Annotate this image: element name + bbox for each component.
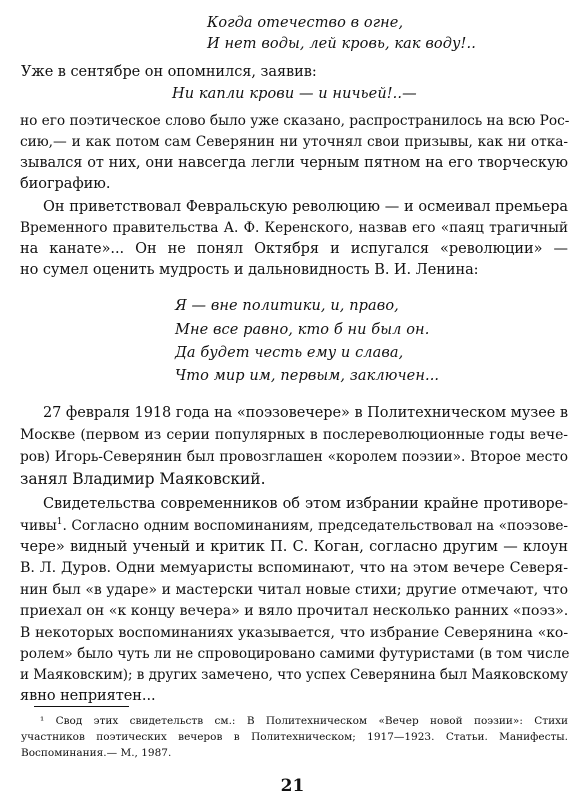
epigraph-line: И нет воды, лей кровь, как воду!.. (207, 36, 476, 52)
quote-line: Ни капли крови — и ничьей!..— (172, 86, 417, 102)
footnote-line: Воспоминания.— М., 1987. (21, 747, 172, 759)
poem-line: Что мир им, первым, заключен... (175, 368, 440, 384)
paragraph-text: . Согласно одним воспоминаниям, председательствовал на «поэзове- (62, 518, 568, 534)
footnote-divider (34, 706, 129, 707)
intro-line: Уже в сентябре он опомнился, заявив: (21, 64, 317, 80)
paragraph-line: явно неприятен... (20, 688, 156, 704)
paragraph-line: Временного правительства А. Ф. Керенского, назвав его «паяц трагичный (20, 220, 568, 236)
paragraph-line: В некоторых воспоминаниях указывается, что избрание Северянина «ко- (20, 625, 568, 641)
paragraph-line: приехал он «к концу вечера» и вяло прочитал несколько ранних «поэз». (20, 603, 569, 619)
poem-line: Я — вне политики, и, право, (175, 298, 399, 314)
paragraph-line: 27 февраля 1918 года на «поэзовечере» в Политехническом музее в (43, 405, 568, 421)
paragraph-line: но сумел оценить мудрость и дальновидность В. И. Ленина: (20, 262, 479, 278)
paragraph-line: на канате»... Он не понял Октября и испугался «революции» — (20, 241, 568, 257)
paragraph-line: биографию. (20, 176, 111, 192)
paragraph-line: В. Л. Дуров. Одни мемуаристы вспоминают, что на этом вечере Северя- (20, 560, 568, 576)
paragraph-line: чере» видный ученый и критик П. С. Коган, согласно другим — клоун (20, 539, 568, 555)
footnote-reference[interactable]: 1 (56, 517, 63, 527)
paragraph-line: зывался от них, они навсегда легли черным пятном на его творческую (20, 155, 568, 171)
page-number: 21 (280, 776, 305, 796)
poem-line: Мне все равно, кто б ни был он. (175, 322, 430, 338)
paragraph-line: ров) Игорь-Северянин был провозглашен «королем поэзии». Второе место (20, 449, 568, 465)
poem-line: Да будет честь ему и слава, (175, 345, 404, 361)
paragraph-line: Он приветствовал Февральскую революцию — и осмеивал премьера (43, 199, 568, 215)
paragraph-line (20, 516, 568, 537)
epigraph-line: Когда отечество в огне, (207, 15, 404, 31)
paragraph-line: занял Владимир Маяковский. (20, 470, 266, 488)
footnote-line: участников поэтических вечеров в Политехническом; 1917—1923. Статьи. Манифесты. (21, 731, 568, 743)
paragraph-line: и Маяковским); в других замечено, что успех Северянина был Маяковскому (20, 667, 568, 683)
paragraph-line: нин был «в ударе» и мастерски читал новые стихи; другие отмечают, что (20, 582, 568, 598)
paragraph-text: чивы (20, 518, 57, 534)
paragraph-line: но его поэтическое слово было уже сказано, распространилось на всю Рос- (20, 113, 570, 129)
footnote-line: ¹ Свод этих свидетельств см.: В Политехническом «Вечер новой поэзии»: Стихи (40, 715, 568, 727)
paragraph-line: Свидетельства современников об этом избрании крайне противоре- (43, 496, 568, 512)
paragraph-line: сию,— и как потом сам Северянин ни уточнял свои призывы, как ни отка- (20, 134, 568, 150)
paragraph-line: Москве (первом из серии популярных в послереволюционные годы вече- (20, 427, 568, 443)
paragraph-line: ролем» было чуть ли не спровоцировано самими футуристами (в том числе (20, 646, 570, 662)
